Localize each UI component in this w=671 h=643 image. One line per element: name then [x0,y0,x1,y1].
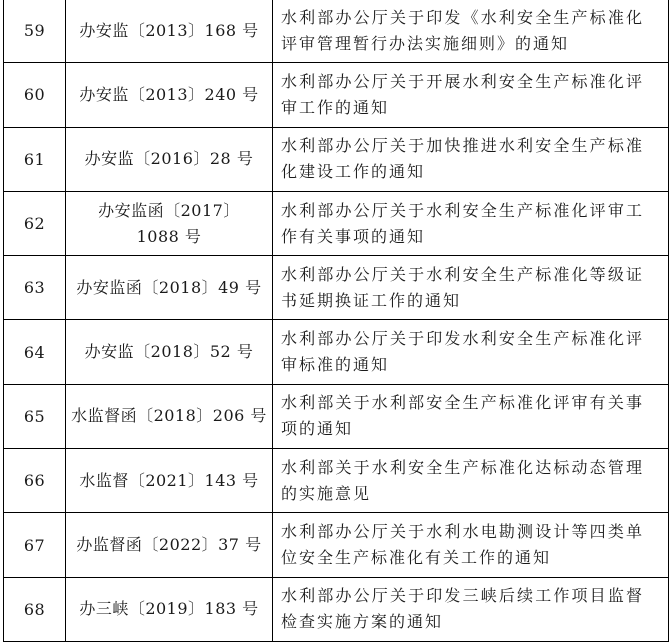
document-title: 水利部关于水利部安全生产标准化评审有关事项的通知 [273,384,669,448]
document-number: 办安监〔2013〕168 号 [79,20,259,40]
document-title: 水利部办公厅关于水利安全生产标准化等级证书延期换证工作的通知 [273,256,669,320]
row-number: 63 [4,256,66,320]
document-number-cell [66,256,273,320]
document-number: 办安监〔2018〕52 号 [84,342,254,362]
document-number-cell [66,513,273,577]
document-number-cell [66,0,273,63]
table-row [4,0,669,63]
document-number: 办安监〔2016〕28 号 [84,149,254,169]
table-row [4,191,669,255]
document-number: 办安监函〔2018〕49 号 [76,277,262,297]
document-number-cell [66,449,273,513]
document-number: 办三峡〔2019〕183 号 [79,599,259,619]
document-number-cell [66,577,273,641]
table-row [4,577,669,641]
row-number: 62 [4,191,66,255]
row-number: 60 [4,63,66,127]
row-number: 59 [4,0,66,63]
document-title: 水利部办公厅关于印发水利安全生产标准化评审标准的通知 [273,320,669,384]
table-row [4,384,669,448]
document-title: 水利部办公厅关于水利安全生产标准化评审工作有关事项的通知 [273,191,669,255]
document-number: 办安监函〔2017〕1088 号 [98,200,240,246]
document-number-cell [66,384,273,448]
table-row [4,256,669,320]
regulation-table [3,0,669,642]
document-number-cell [66,320,273,384]
document-title: 水利部办公厅关于印发三峡后续工作项目监督检查实施方案的通知 [273,577,669,641]
table-row [4,63,669,127]
row-number: 68 [4,577,66,641]
row-number: 65 [4,384,66,448]
document-title: 水利部办公厅关于印发《水利安全生产标准化评审管理暂行办法实施细则》的通知 [273,0,669,63]
document-number-cell [66,63,273,127]
document-number: 水监督函〔2018〕206 号 [71,406,267,426]
table-row [4,513,669,577]
document-title: 水利部办公厅关于开展水利安全生产标准化评审工作的通知 [273,63,669,127]
table-row [4,449,669,513]
document-number-cell [66,127,273,191]
document-title: 水利部关于水利安全生产标准化达标动态管理的实施意见 [273,449,669,513]
document-number: 办监督函〔2022〕37 号 [76,535,262,555]
row-number: 61 [4,127,66,191]
table-row [4,127,669,191]
row-number: 66 [4,449,66,513]
document-title: 水利部办公厅关于水利水电勘测设计等四类单位安全生产标准化有关工作的通知 [273,513,669,577]
document-number: 水监督〔2021〕143 号 [79,470,259,490]
document-title: 水利部办公厅关于加快推进水利安全生产标准化建设工作的通知 [273,127,669,191]
row-number: 67 [4,513,66,577]
table-row [4,320,669,384]
document-number-cell [66,191,273,255]
document-number: 办安监〔2013〕240 号 [79,84,259,104]
row-number: 64 [4,320,66,384]
